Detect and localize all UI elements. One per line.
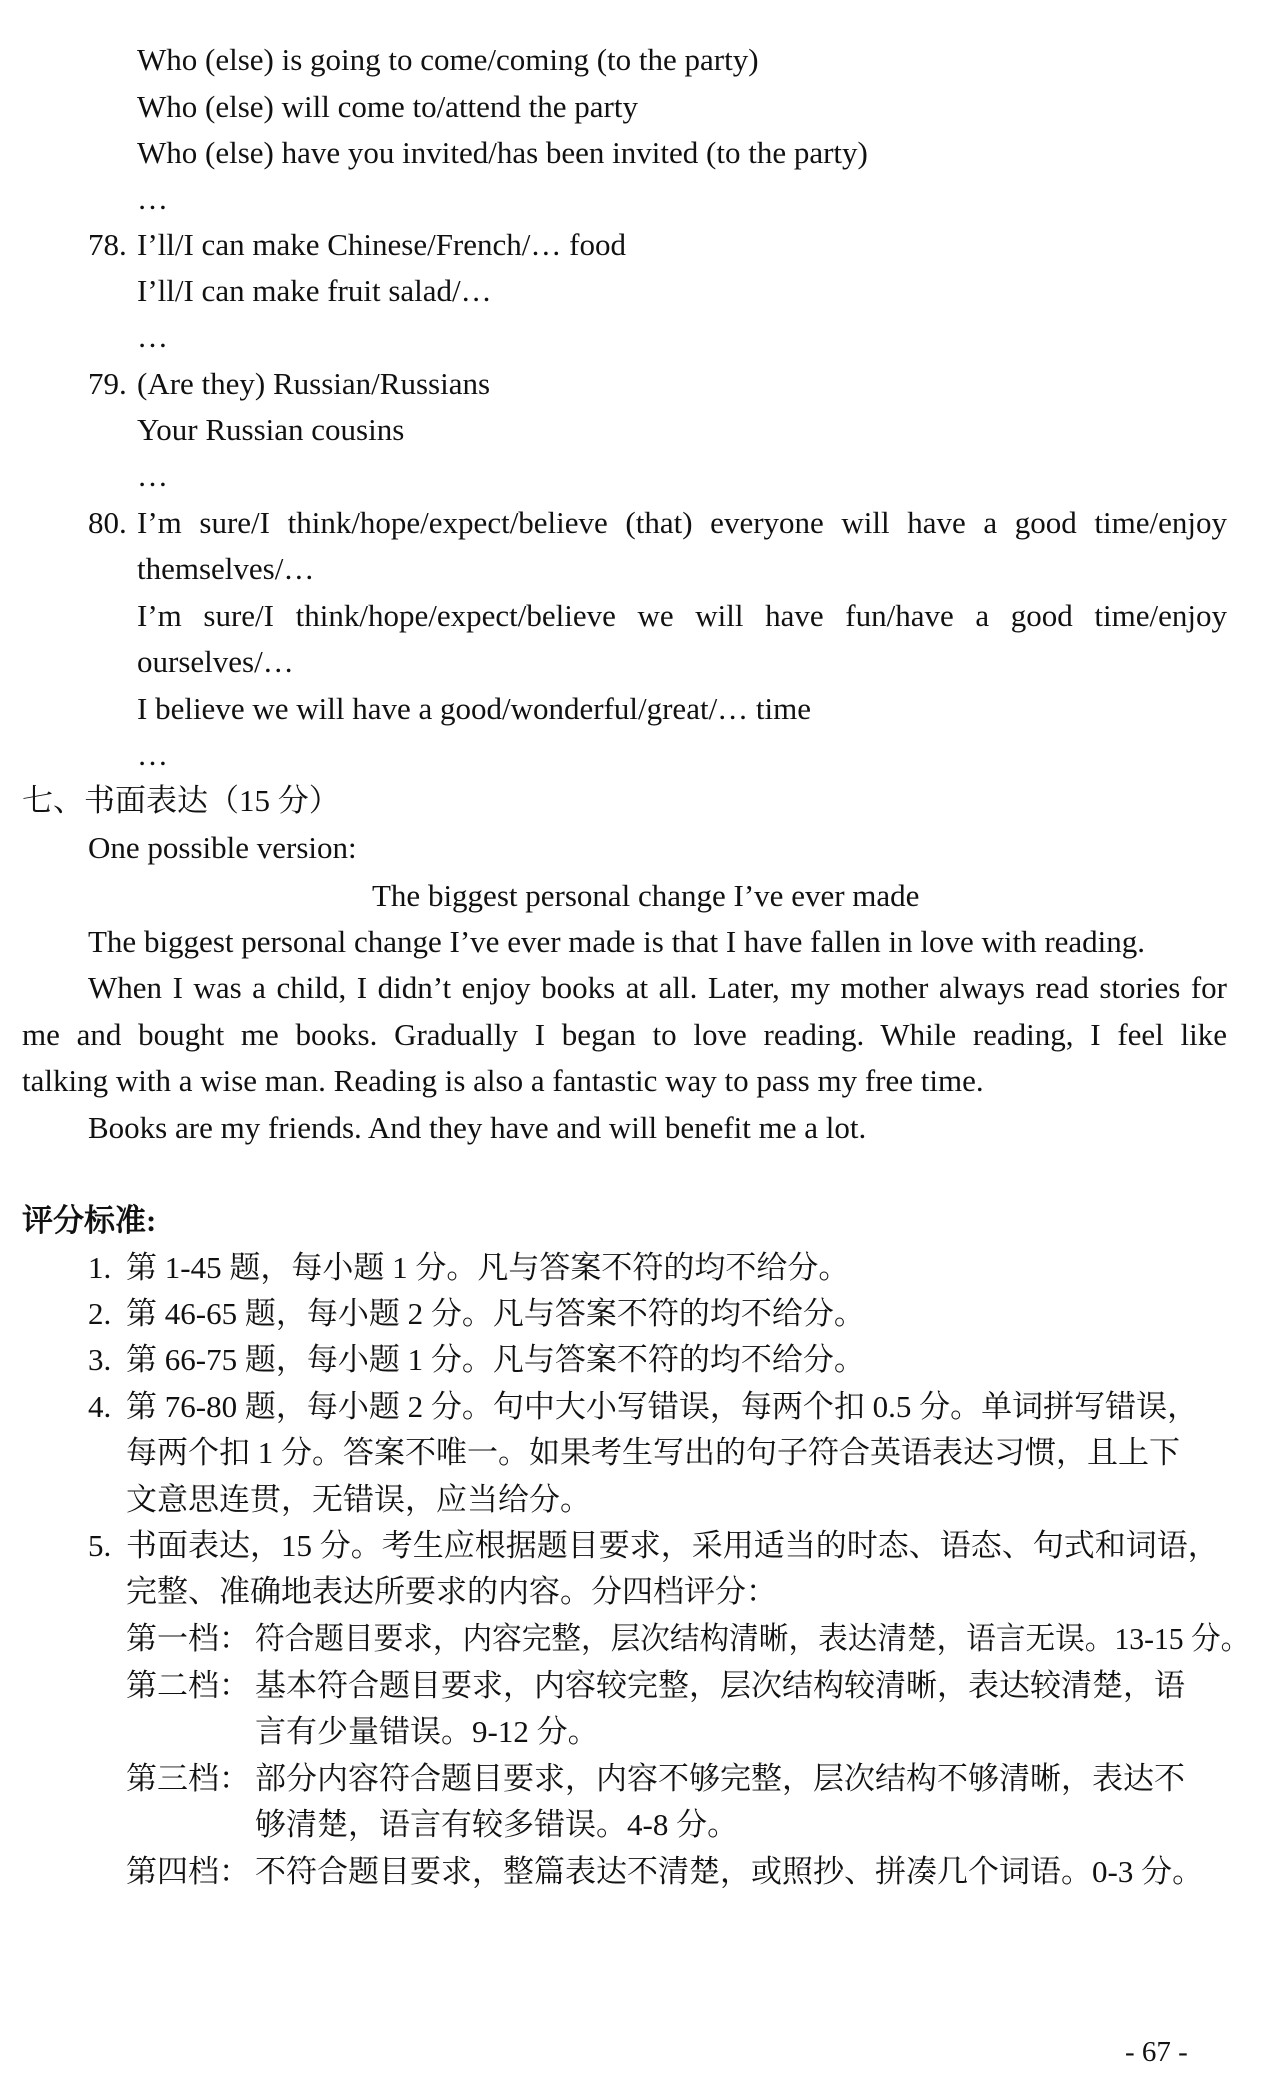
answer-line: themselves/… [137,551,315,586]
answer-line: Who (else) will come to/attend the party [137,89,638,124]
answer-line: I’ll/I can make fruit salad/… [137,273,492,308]
tier-label: 第一档： [126,1621,250,1656]
scoring-item-number: 4. [88,1389,112,1424]
ellipsis: … [137,458,168,493]
tier-text: 符合题目要求，内容完整，层次结构清晰，表达清楚，语言无误。13-15 分。 [255,1621,1251,1656]
ellipsis: … [137,319,168,354]
tier-text: 部分内容符合题目要求，内容不够完整，层次结构不够清晰，表达不 [255,1761,1185,1796]
essay-line: me and bought me books. Gradually I began to love reading. While reading, I feel like [22,1017,1227,1052]
tier-text: 言有少量错误。9-12 分。 [255,1714,599,1749]
answer-line: (Are they) Russian/Russians [137,366,491,401]
tier-text: 不符合题目要求，整篇表达不清楚，或照抄、拼凑几个词语。0-3 分。 [255,1854,1204,1889]
section-heading: 七、书面表达（15 分） [22,783,340,818]
essay-title: The biggest personal change I’ve ever made [372,878,920,913]
answer-line: I’m sure/I think/hope/expect/believe we will have fun/have a good time/enjoy [137,598,1227,633]
answer-line: Who (else) have you invited/has been invited (to the party) [137,135,868,170]
answer-line: I’m sure/I think/hope/expect/believe (that) everyone will have a good time/enjoy [137,505,1227,540]
essay-line: When I was a child, I didn’t enjoy books at all. Later, my mother always read stories for [88,970,1227,1005]
question-number: 80. [88,505,127,540]
scoring-item-text: 第 46-65 题，每小题 2 分。凡与答案不符的均不给分。 [126,1296,865,1331]
scoring-item-text: 书面表达，15 分。考生应根据题目要求，采用适当的时态、语态、句式和词语， [126,1528,1219,1563]
scoring-item-number: 2. [88,1296,112,1331]
scoring-item-text: 第 76-80 题，每小题 2 分。句中大小写错误，每两个扣 0.5 分。单词拼写错误， [126,1389,1199,1424]
essay-intro: One possible version: [88,830,357,865]
ellipsis: … [137,181,168,216]
tier-text: 基本符合题目要求，内容较完整，层次结构较清晰，表达较清楚，语 [255,1668,1185,1703]
question-number: 79. [88,366,127,401]
question-number: 78. [88,227,127,262]
scoring-item-number: 5. [88,1528,112,1563]
answer-line: ourselves/… [137,644,294,679]
scoring-item-number: 1. [88,1250,112,1285]
essay-line: talking with a wise man. Reading is also a fantastic way to pass my free time. [22,1063,984,1098]
tier-text: 够清楚，语言有较多错误。4-8 分。 [255,1807,739,1842]
scoring-item-text: 第 1-45 题，每小题 1 分。凡与答案不符的均不给分。 [126,1250,850,1285]
scoring-item-text: 第 66-75 题，每小题 1 分。凡与答案不符的均不给分。 [126,1342,865,1377]
answer-line: Who (else) is going to come/coming (to the party) [137,42,759,77]
scoring-item-text: 文意思连贯，无错误，应当给分。 [126,1482,591,1517]
page-number: - 67 - [1125,2036,1188,2068]
essay-line: Books are my friends. And they have and will benefit me a lot. [88,1110,867,1145]
scoring-item-text: 完整、准确地表达所要求的内容。分四档评分： [126,1574,777,1609]
scoring-heading: 评分标准: [22,1203,157,1238]
tier-label: 第四档： [126,1854,250,1889]
essay-line: The biggest personal change I’ve ever made is that I have fallen in love with reading. [88,924,1146,959]
scoring-item-text: 每两个扣 1 分。答案不唯一。如果考生写出的句子符合英语表达习惯，且上下 [126,1435,1180,1470]
answer-line: I believe we will have a good/wonderful/great/… time [137,691,812,726]
tier-label: 第三档： [126,1761,250,1796]
ellipsis: … [137,737,168,772]
tier-label: 第二档： [126,1668,250,1703]
scoring-item-number: 3. [88,1342,112,1377]
answer-line: I’ll/I can make Chinese/French/… food [137,227,626,262]
answer-line: Your Russian cousins [137,412,405,447]
